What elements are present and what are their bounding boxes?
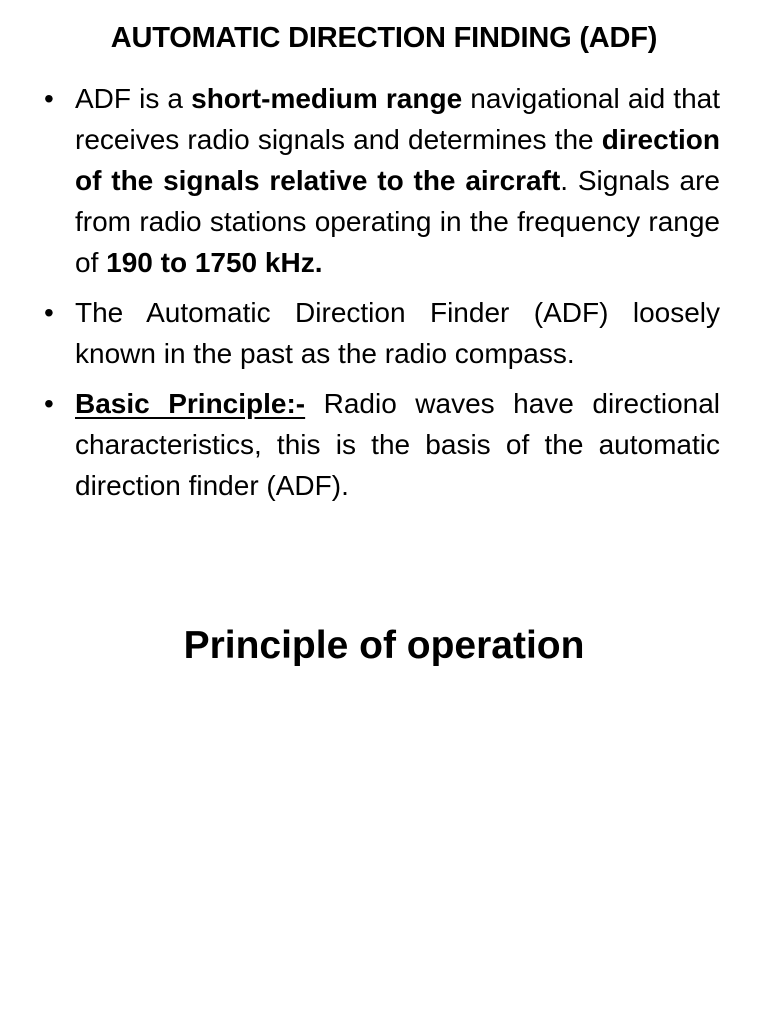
bullet-text: navigational aid that receives radio signals and determines the: [75, 83, 720, 155]
bullet-dot-icon: •: [44, 388, 54, 419]
bullet-dot-icon: •: [44, 83, 54, 114]
bullet-list: [0, 78, 768, 515]
bullet-item-adf-definition: [0, 78, 768, 283]
bullet-item-basic-principle: [0, 383, 768, 506]
bullet-bold-text: short-medium range: [191, 83, 463, 114]
bullet-text: . Signals are from radio stations operating in the frequency range of: [75, 165, 720, 278]
slide-title: AUTOMATIC DIRECTION FINDING (ADF): [110, 22, 658, 54]
bullet-text: Radio waves have directional characteristics, this is the basis of the automatic direction finder (ADF).: [75, 388, 721, 501]
section-heading: Principle of operation: [183, 624, 585, 667]
bullet-bold-text: 190 to 1750 kHz.: [106, 247, 323, 278]
bullet-item-radio-compass: [0, 292, 768, 374]
bullet-text: The Automatic Direction Finder (ADF) loosely known in the past as the radio compass.: [75, 297, 720, 369]
bullet-bold-text: direction of the signals relative to the aircraft: [75, 124, 720, 196]
bullet-label: Basic Principle:-: [75, 388, 306, 419]
bullet-text: ADF is a: [75, 83, 192, 114]
bullet-dot-icon: •: [44, 297, 54, 328]
